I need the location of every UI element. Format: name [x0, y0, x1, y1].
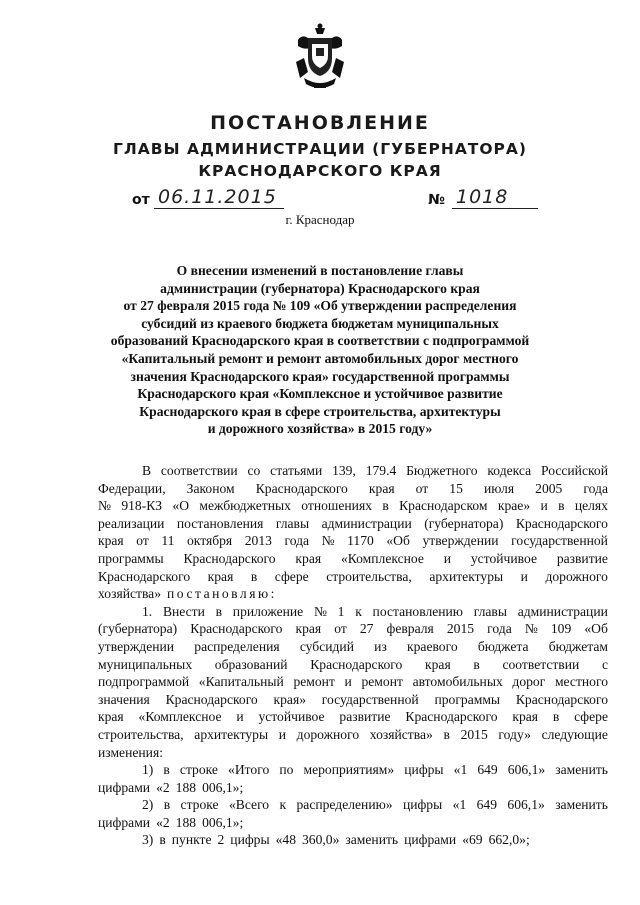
text-line: 1) в строке «Итого по мероприятиям» цифры «1 649 606,1» заменить — [142, 762, 608, 778]
handwritten-date: 06.11.2015 — [154, 186, 284, 209]
text-line: программы Краснодарского края «Комплексное и устойчивое развитие — [98, 550, 608, 566]
text-line: края «Комплексное и устойчивое развитие Краснодарского края в сфере — [98, 709, 608, 725]
text-line: цифрами «2 188 006,1»; — [98, 779, 244, 795]
text-line: В соответствии со статьями 139, 179.4 Бюджетного кодекса Российской — [142, 463, 608, 478]
text-line: № 918-КЗ «О межбюджетных отношениях в Краснодарском крае» и в целях — [98, 498, 608, 514]
paragraph — [98, 831, 608, 849]
text-line: значения Краснодарского края» государственной программы Краснодарского — [98, 691, 608, 707]
paragraph — [98, 462, 608, 603]
text-line: (губернатора) Краснодарского края от 27 февраля 2015 года № 109 «Об — [98, 621, 608, 637]
title-line: образований Краснодарского края в соответствии с подпрограммой — [110, 333, 530, 349]
text-line: хозяйства» постановляю: — [98, 586, 277, 602]
paragraph — [98, 761, 608, 796]
text-line: 1. Внести в приложение № 1 к постановлению главы администрации — [142, 603, 608, 619]
text-line: строительства, архитектуры и дорожного хозяйства» в 2015 году» следующие — [98, 726, 608, 742]
city-line: г. Краснодар — [285, 212, 355, 227]
text-line: 2) в строке «Всего к распределению» цифры «1 649 606,1» заменить — [142, 797, 608, 813]
title-line: О внесении изменений в постановление главы — [176, 263, 464, 278]
text-line: Краснодарского края в сфере строительства, архитектуры и дорожного — [98, 568, 608, 584]
text-line: реализации постановления главы администрации (губернатора) Краснодарского — [98, 515, 608, 531]
title-line: значения Краснодарского края» государственной программы — [130, 368, 510, 384]
title-line: и дорожного хозяйства» в 2015 году» — [207, 421, 433, 437]
paragraph — [98, 796, 608, 831]
title-line: от 27 февраля 2015 года № 109 «Об утверждении распределения — [123, 298, 517, 314]
doc-heading-authority: ГЛАВЫ АДМИНИСТРАЦИИ (ГУБЕРНАТОРА) — [112, 140, 527, 158]
decree-body — [98, 462, 608, 849]
title-line: Краснодарского края в сфере строительства, архитектуры — [139, 403, 501, 419]
title-line: субсидий из краевого бюджета бюджетам муниципальных — [141, 315, 499, 331]
paragraph — [98, 603, 608, 761]
decree-verb: постановляю: — [167, 586, 277, 602]
title-line: Краснодарского края «Комплексное и устойчивое развитие — [137, 386, 503, 402]
text-line: изменения: — [98, 744, 163, 760]
doc-heading-title: ПОСТАНОВЛЕНИЕ — [210, 112, 430, 134]
coat-of-arms-emblem — [294, 22, 346, 90]
text-line: муниципальных образований Краснодарского края в соответствии с — [98, 656, 608, 672]
number-prefix: № — [428, 192, 445, 208]
date-prefix: от — [132, 192, 150, 208]
text-line: края от 11 октября 2013 года № 1170 «Об утверждении государственной — [98, 533, 608, 549]
handwritten-number: 1018 — [452, 186, 538, 209]
text-line: Федерации, Законом Краснодарского края от 15 июля 2005 года — [98, 480, 608, 496]
doc-heading-region: КРАСНОДАРСКОГО КРАЯ — [198, 162, 442, 180]
text-line: цифрами «2 188 006,1»; — [98, 814, 244, 830]
text-line: 3) в пункте 2 цифры «48 360,0» заменить цифрами «69 662,0»; — [142, 832, 530, 848]
decree-title — [100, 262, 540, 438]
text-line: подпрограммой «Капитальный ремонт и ремонт автомобильных дорог местного — [98, 674, 608, 690]
title-line: администрации (губернатора) Краснодарского края — [160, 280, 480, 296]
title-line: «Капитальный ремонт и ремонт автомобильных дорог местного — [121, 350, 519, 366]
text-line: утверждении распределения субсидий из краевого бюджета бюджетам — [98, 638, 608, 654]
